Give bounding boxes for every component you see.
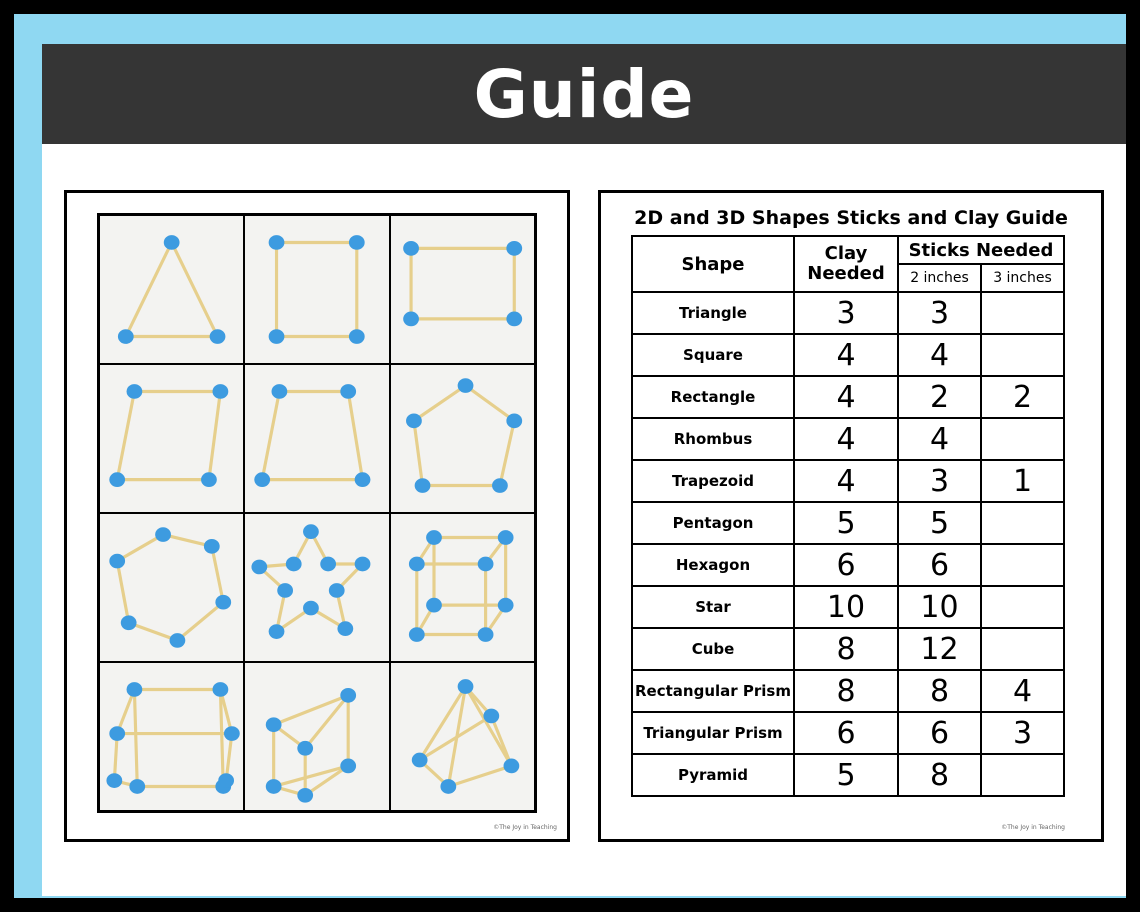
stick <box>448 766 511 787</box>
clay-ball <box>106 773 122 788</box>
clay-ball <box>341 688 357 703</box>
clay-ball <box>403 241 419 256</box>
stick-clay-model <box>245 216 388 363</box>
header-2-inches: 2 inches <box>898 264 981 292</box>
photo-grid <box>97 213 537 813</box>
stick-clay-model <box>100 663 243 810</box>
clay-ball <box>338 621 354 636</box>
clay-ball <box>269 235 285 250</box>
clay-cell: 10 <box>794 586 898 628</box>
clay-ball <box>298 741 314 756</box>
photo-credit: ©The Joy in Teaching <box>493 824 557 831</box>
guide-table <box>631 235 1065 797</box>
stick <box>172 242 218 336</box>
photo-triangle <box>99 215 244 364</box>
table-row <box>632 376 1064 418</box>
shape-cell: Trapezoid <box>632 460 794 502</box>
clay-ball <box>341 384 357 399</box>
clay-ball <box>349 235 365 250</box>
header-clay <box>794 236 898 292</box>
sticks-3in-cell <box>981 502 1064 544</box>
clay-ball <box>255 472 271 487</box>
clay-ball <box>503 759 519 774</box>
clay-ball <box>266 779 282 794</box>
photo-rectangular-prism <box>99 662 244 811</box>
outer-frame <box>14 14 1126 898</box>
stick-clay-model <box>100 216 243 363</box>
clay-ball <box>269 624 285 639</box>
shape-cell: Triangular Prism <box>632 712 794 754</box>
sticks-2in-cell: 10 <box>898 586 981 628</box>
sticks-3in-cell <box>981 292 1064 334</box>
clay-ball <box>118 329 134 344</box>
clay-ball <box>492 478 508 493</box>
shape-cell: Cube <box>632 628 794 670</box>
stick-clay-model <box>100 514 243 661</box>
clay-ball <box>411 753 427 768</box>
clay-ball <box>127 682 143 697</box>
clay-ball <box>355 557 371 572</box>
clay-cell: 5 <box>794 502 898 544</box>
photo-trapezoid <box>244 364 389 513</box>
stick-clay-model <box>100 365 243 512</box>
sticks-2in-cell: 2 <box>898 376 981 418</box>
sticks-3in-cell: 2 <box>981 376 1064 418</box>
clay-cell: 4 <box>794 334 898 376</box>
clay-ball <box>170 633 186 648</box>
clay-ball <box>329 583 345 598</box>
clay-ball <box>497 598 513 613</box>
table-row <box>632 586 1064 628</box>
clay-ball <box>355 472 371 487</box>
sticks-3in-cell <box>981 334 1064 376</box>
clay-cell: 6 <box>794 544 898 586</box>
photo-pentagon <box>390 364 535 513</box>
clay-cell: 4 <box>794 418 898 460</box>
sticks-3in-cell: 3 <box>981 712 1064 754</box>
photo-star <box>244 513 389 662</box>
photo-pyramid <box>390 662 535 811</box>
shape-cell: Pentagon <box>632 502 794 544</box>
clay-ball <box>129 779 145 794</box>
slide <box>42 44 1126 896</box>
stick-clay-model <box>245 365 388 512</box>
sticks-2in-cell: 3 <box>898 460 981 502</box>
shape-cell: Rectangular Prism <box>632 670 794 712</box>
clay-ball <box>215 595 231 610</box>
stick <box>134 689 137 786</box>
sticks-2in-cell: 4 <box>898 418 981 460</box>
clay-ball <box>409 557 425 572</box>
shape-cell: Star <box>632 586 794 628</box>
shape-cell: Rhombus <box>632 418 794 460</box>
photo-rectangle <box>390 215 535 364</box>
clay-ball <box>426 598 442 613</box>
stick-clay-model <box>391 514 534 661</box>
stick <box>465 386 514 421</box>
clay-ball <box>457 378 473 393</box>
table-row <box>632 418 1064 460</box>
table-row <box>632 712 1064 754</box>
clay-ball <box>426 530 442 545</box>
clay-ball <box>321 557 337 572</box>
clay-ball <box>440 779 456 794</box>
table-row <box>632 292 1064 334</box>
sticks-3in-cell <box>981 418 1064 460</box>
stick <box>491 716 511 766</box>
sticks-2in-cell: 5 <box>898 502 981 544</box>
stick <box>414 421 423 486</box>
shape-cell: Rectangle <box>632 376 794 418</box>
stick <box>212 546 223 602</box>
photo-triangular-prism <box>244 662 389 811</box>
shape-cell: Square <box>632 334 794 376</box>
clay-ball <box>409 627 425 642</box>
header-3-inches: 3 inches <box>981 264 1064 292</box>
clay-cell: 8 <box>794 670 898 712</box>
stick <box>117 535 163 561</box>
shape-cell: Pyramid <box>632 754 794 796</box>
stick <box>126 242 172 336</box>
clay-ball <box>204 539 220 554</box>
clay-ball <box>303 524 319 539</box>
clay-ball <box>477 557 493 572</box>
sticks-3in-cell: 4 <box>981 670 1064 712</box>
clay-ball <box>278 583 294 598</box>
stick-clay-model <box>391 663 534 810</box>
photo-hexagon <box>99 513 244 662</box>
table-row <box>632 460 1064 502</box>
photo-cube <box>390 513 535 662</box>
table-row <box>632 502 1064 544</box>
page-title: Guide <box>473 55 695 133</box>
sticks-2in-cell: 12 <box>898 628 981 670</box>
clay-ball <box>109 726 125 741</box>
clay-cell: 8 <box>794 628 898 670</box>
stick <box>349 391 363 479</box>
table-row <box>632 628 1064 670</box>
chalkboard-header <box>42 44 1126 144</box>
clay-ball <box>414 478 430 493</box>
photo-panel <box>64 190 570 842</box>
header-clay-line1: Clay <box>824 243 868 264</box>
stick-clay-model <box>391 365 534 512</box>
sticks-2in-cell: 3 <box>898 292 981 334</box>
clay-ball <box>127 384 143 399</box>
sticks-3in-cell <box>981 586 1064 628</box>
clay-ball <box>298 788 314 803</box>
clay-ball <box>252 560 268 575</box>
clay-ball <box>109 554 125 569</box>
stick <box>209 391 220 479</box>
sticks-3in-cell <box>981 544 1064 586</box>
photo-rhombus <box>99 364 244 513</box>
clay-ball <box>121 615 137 630</box>
header-shape: Shape <box>632 236 794 292</box>
sticks-2in-cell: 6 <box>898 712 981 754</box>
clay-cell: 4 <box>794 460 898 502</box>
table-row <box>632 670 1064 712</box>
header-sticks: Sticks Needed <box>898 236 1064 264</box>
clay-ball <box>506 312 522 327</box>
photo-square <box>244 215 389 364</box>
clay-ball <box>266 717 282 732</box>
shape-cell: Triangle <box>632 292 794 334</box>
clay-ball <box>403 312 419 327</box>
clay-ball <box>497 530 513 545</box>
clay-ball <box>303 601 319 616</box>
stick <box>117 391 134 479</box>
clay-ball <box>272 384 288 399</box>
clay-ball <box>213 682 229 697</box>
clay-ball <box>164 235 180 250</box>
guide-title: 2D and 3D Shapes Sticks and Clay Guide <box>634 207 1068 229</box>
stick-clay-model <box>245 514 388 661</box>
clay-ball <box>506 414 522 429</box>
stick <box>500 421 514 486</box>
clay-ball <box>109 472 125 487</box>
clay-ball <box>477 627 493 642</box>
clay-cell: 5 <box>794 754 898 796</box>
stick-clay-model <box>391 216 534 363</box>
sticks-2in-cell: 8 <box>898 754 981 796</box>
table-row <box>632 544 1064 586</box>
header-clay-line2: Needed <box>807 263 885 284</box>
clay-cell: 6 <box>794 712 898 754</box>
clay-cell: 4 <box>794 376 898 418</box>
clay-cell: 3 <box>794 292 898 334</box>
clay-ball <box>349 329 365 344</box>
stick <box>177 602 223 640</box>
stick <box>414 386 466 421</box>
clay-ball <box>406 414 422 429</box>
sticks-2in-cell: 8 <box>898 670 981 712</box>
clay-ball <box>286 557 302 572</box>
sticks-3in-cell <box>981 754 1064 796</box>
sticks-3in-cell: 1 <box>981 460 1064 502</box>
clay-ball <box>457 679 473 694</box>
sticks-2in-cell: 4 <box>898 334 981 376</box>
table-row <box>632 334 1064 376</box>
guide-credit: ©The Joy in Teaching <box>1001 824 1065 831</box>
stick <box>117 561 128 623</box>
sticks-3in-cell <box>981 628 1064 670</box>
stick-clay-model <box>245 663 388 810</box>
clay-ball <box>483 709 499 724</box>
clay-ball <box>210 329 226 344</box>
clay-ball <box>213 384 229 399</box>
shape-cell: Hexagon <box>632 544 794 586</box>
clay-ball <box>506 241 522 256</box>
clay-ball <box>155 527 171 542</box>
stick <box>274 766 349 787</box>
table-row <box>632 754 1064 796</box>
clay-ball <box>269 329 285 344</box>
clay-ball <box>341 759 357 774</box>
stick <box>263 391 280 479</box>
clay-ball <box>224 726 240 741</box>
sticks-2in-cell: 6 <box>898 544 981 586</box>
clay-ball <box>218 773 234 788</box>
guide-panel <box>598 190 1104 842</box>
clay-ball <box>201 472 217 487</box>
